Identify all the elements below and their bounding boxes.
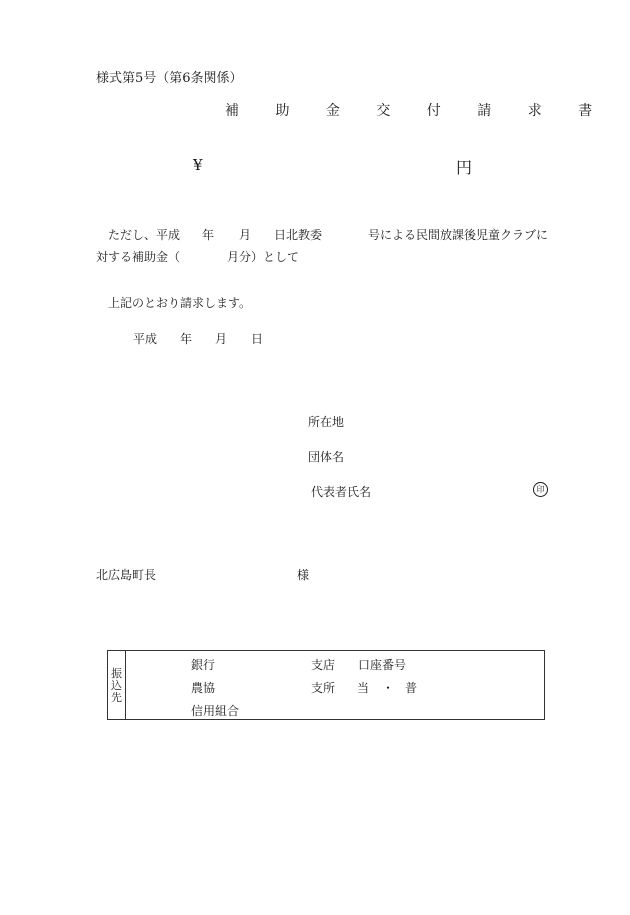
date-era: 平成 (133, 332, 158, 346)
addressee-honorific: 様 (297, 568, 310, 582)
proviso-year: 年 (202, 228, 215, 242)
proviso-day-notice: 日北教委 (274, 228, 323, 242)
document-title: 補 助 金 交 付 請 求 書 (225, 103, 609, 119)
bank-label: 銀行 (191, 658, 216, 672)
branch-bank-label: 支店 (311, 658, 336, 672)
branch-office-label: 支所 (311, 681, 336, 695)
credit-union-label: 信用組合 (191, 704, 240, 718)
account-type-current: 当 (357, 681, 370, 695)
proviso-month: 月 (239, 228, 252, 242)
organization-label: 団体名 (308, 450, 345, 464)
addressee-mayor: 北広島町長 (96, 568, 157, 582)
transfer-destination-box (107, 650, 545, 720)
account-type-ordinary: 普 (405, 681, 418, 695)
transfer-heading-char-3: 先 (111, 691, 122, 704)
proviso-subsidy: 対する補助金（ (96, 250, 181, 264)
transfer-heading-char-2: 込 (111, 679, 122, 692)
agri-coop-label: 農協 (191, 681, 216, 695)
yen-symbol: ¥ (193, 156, 203, 174)
form-number: 様式第5号（第6条関係） (96, 71, 243, 86)
seal-mark: 印 (533, 482, 548, 497)
transfer-heading (108, 651, 126, 719)
request-statement: 上記のとおり請求します。 (108, 296, 252, 310)
account-type-separator: ・ (382, 681, 395, 695)
yen-unit-label: 円 (456, 158, 473, 177)
proviso-months: 月分）として (227, 250, 300, 264)
representative-label: 代表者氏名 (311, 485, 372, 499)
proviso-notice-text: 号による民間放課後児童クラブに (368, 228, 549, 242)
address-label: 所在地 (308, 415, 345, 429)
date-day: 日 (251, 332, 264, 346)
transfer-heading-char-1: 振 (111, 667, 122, 680)
date-month: 月 (215, 332, 228, 346)
account-number-label: 口座番号 (358, 658, 407, 672)
date-year: 年 (180, 332, 193, 346)
proviso-heisei: ただし、平成 (108, 228, 181, 242)
